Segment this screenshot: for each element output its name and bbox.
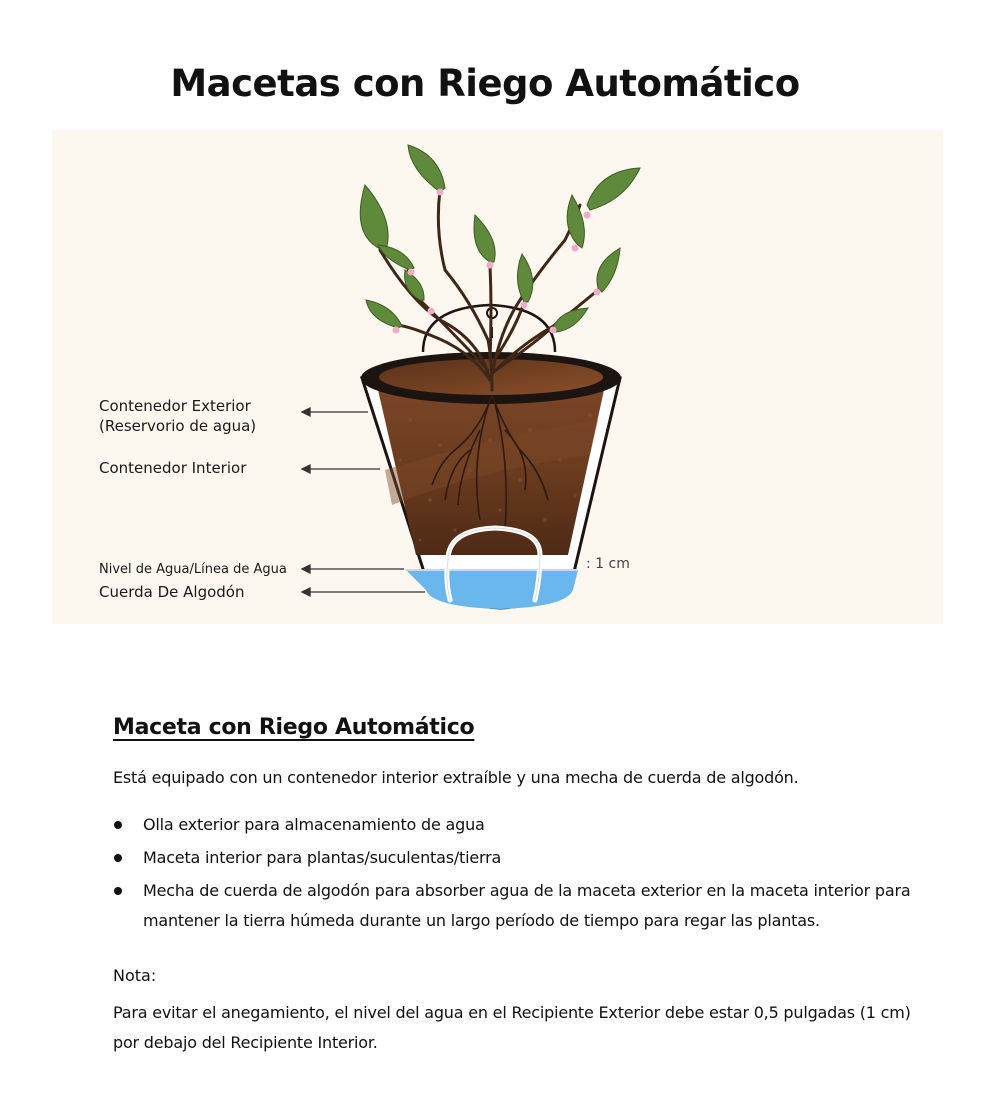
feature-item — [113, 843, 933, 873]
bullet-icon — [114, 821, 122, 829]
feature-item — [113, 876, 933, 936]
section-title: Maceta con Riego Automático — [113, 715, 475, 740]
label-inner-container: Contenedor Interior — [99, 459, 247, 477]
feature-text: Maceta interior para plantas/suculentas/tierra — [143, 848, 502, 867]
label-water-level: Nivel de Agua/Línea de Agua — [99, 562, 287, 577]
label-cotton-cord: Cuerda De Algodón — [99, 583, 245, 601]
note-text: Para evitar el anegamiento, el nivel del agua en el Recipiente Exterior debe estar 0,5 pulgadas (1 cm) por debajo del Recipiente Interior. — [113, 1003, 911, 1052]
label-outer-container — [99, 396, 256, 436]
note-label: Nota: — [113, 966, 157, 985]
label-outer-line2: (Reservorio de agua) — [99, 417, 257, 435]
feature-item — [113, 810, 933, 840]
bullet-icon — [114, 887, 122, 895]
page-title: Macetas con Riego Automático — [170, 62, 800, 105]
feature-list — [113, 810, 933, 939]
feature-text: Olla exterior para almacenamiento de agua — [143, 815, 485, 834]
feature-text: Mecha de cuerda de algodón para absorber agua de la maceta exterior en la maceta interior para mantener la tierra húmeda durante un largo período de tiempo para regar las plantas. — [143, 881, 911, 930]
intro-text: Está equipado con un contenedor interior extraíble y una mecha de cuerda de algodón. — [113, 768, 799, 787]
plant-leaves — [360, 145, 640, 332]
label-gap-1cm: : 1 cm — [586, 556, 630, 572]
label-outer-line1: Contenedor Exterior — [99, 397, 251, 415]
bullet-icon — [114, 854, 122, 862]
water-reservoir — [406, 570, 578, 609]
